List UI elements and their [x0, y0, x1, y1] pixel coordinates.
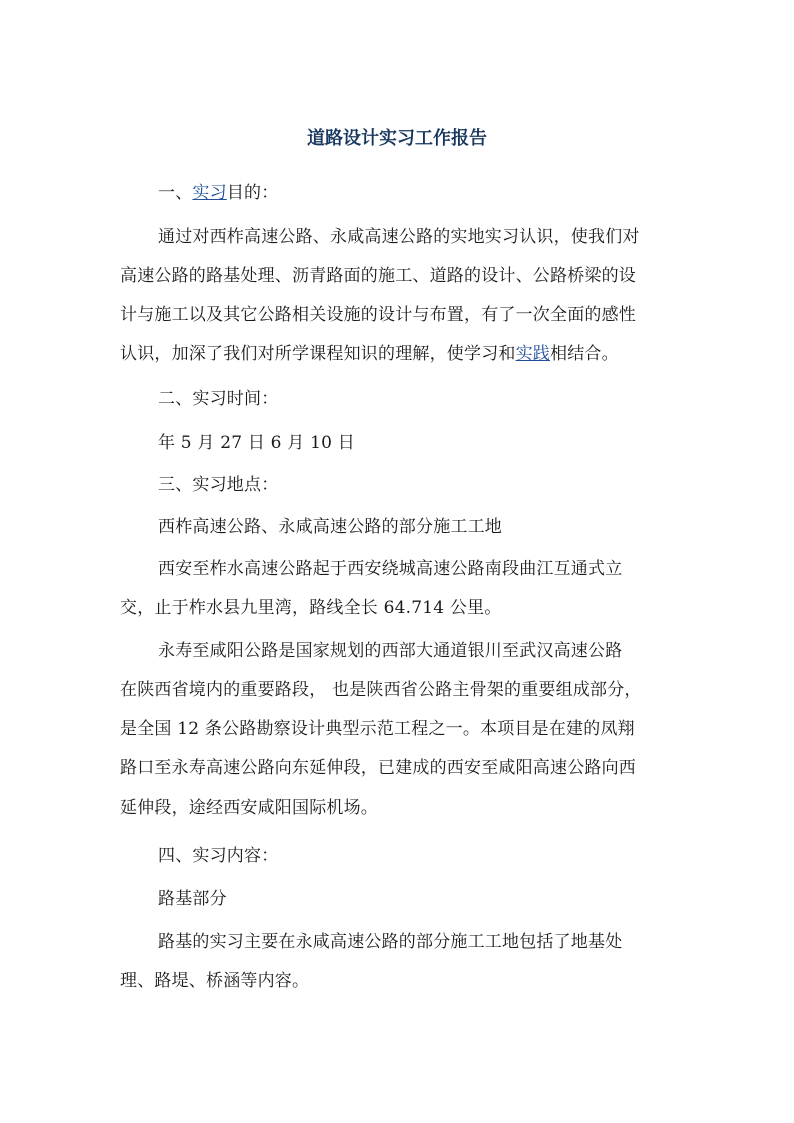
section-heading-place: 三、实习地点： [158, 475, 279, 495]
section-heading-text: 目的： [226, 183, 279, 203]
paragraph-line: 高速公路的路基处理、沥青路面的施工、道路的设计、公路桥梁的设 [120, 266, 636, 286]
document-title: 道路设计实习工作报告 [307, 128, 487, 149]
paragraph-line: 西安至柞水高速公路起于西安绕城高速公路南段曲江互通式立 [158, 559, 623, 579]
paragraph-line: 理、路堤、桥涵等内容。 [120, 971, 310, 991]
paragraph-line [120, 341, 619, 367]
paragraph-line: 在陕西省境内的重要路段， 也是陕西省公路主骨架的重要组成部分， [120, 680, 642, 700]
internship-link[interactable]: 实习 [192, 183, 227, 203]
internship-place-value: 西柞高速公路、永咸高速公路的部分施工工地 [158, 517, 502, 537]
paragraph-line: 路口至永寿高速公路向东延伸段，已建成的西安至咸阳高速公路向西 [120, 758, 636, 778]
section-number: 一、 [158, 183, 193, 203]
paragraph-line: 交，止于柞水县九里湾，路线全长 64.714 公里。 [120, 598, 502, 618]
section-heading-content: 四、实习内容： [158, 846, 279, 866]
paragraph-text: 认识，加深了我们对所学课程知识的理解，使学习和 [120, 344, 516, 364]
section-heading-purpose [158, 180, 278, 206]
paragraph-line: 永寿至咸阳公路是国家规划的西部大通道银川至武汉高速公路 [158, 641, 623, 661]
paragraph-text: 相结合。 [550, 344, 619, 364]
practice-link[interactable]: 实践 [515, 344, 551, 364]
paragraph-line: 是全国 12 条公路勘察设计典型示范工程之一。本项目是在建的凤翔 [120, 719, 635, 739]
internship-time-value: 年 5 月 27 日 6 月 10 日 [158, 433, 355, 453]
paragraph-line: 计与施工以及其它公路相关设施的设计与布置，有了一次全面的感性 [120, 305, 636, 325]
section-heading-time: 二、实习时间： [158, 389, 279, 409]
paragraph-line: 通过对西柞高速公路、永咸高速公路的实地实习认识，使我们对 [158, 227, 640, 247]
paragraph-line: 延伸段，途经西安咸阳国际机场。 [120, 798, 378, 818]
paragraph-line: 路基的实习主要在永咸高速公路的部分施工工地包括了地基处 [158, 932, 623, 952]
subsection-heading: 路基部分 [158, 889, 227, 909]
